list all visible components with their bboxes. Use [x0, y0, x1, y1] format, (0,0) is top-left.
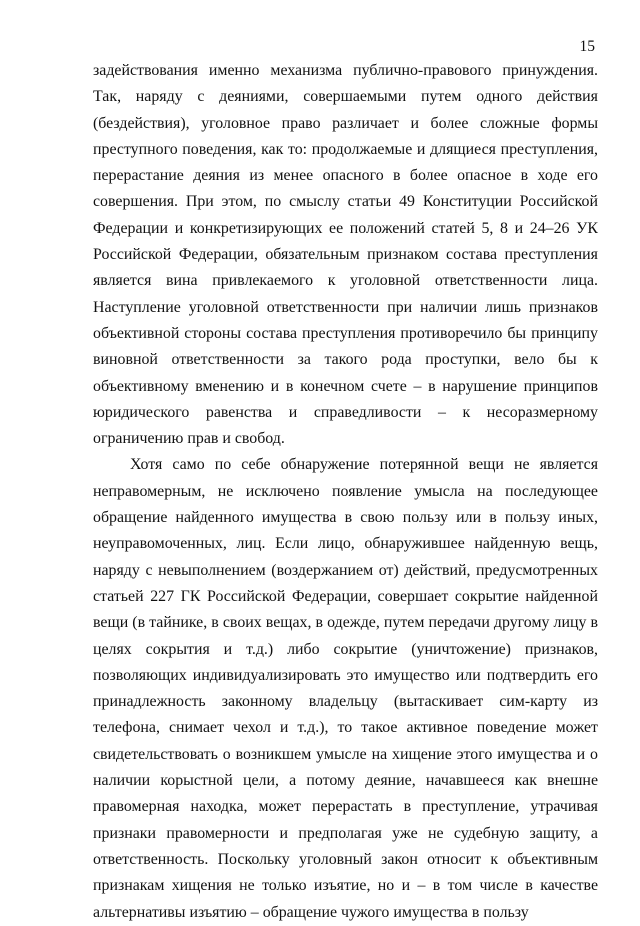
paragraph-1: задействования именно механизма публично-правового принуждения. Так, наряду с деяниями, совершаемыми путем одного действия (бездействия), уголовное право различает и более сложные формы преступного поведения, как то: продолжаемые и длящиеся преступления, перерастание деяния из менее опасного в более опасное в ходе его совершения. При этом, по смыслу статьи 49 Конституции Российской Федерации и конкретизирующих ее положений статей 5, 8 и 24–26 УК Российской Федерации, обязательным признаком состава преступления является вина привлекаемого к уголовной ответственности лица. Наступление уголовной ответственности при наличии лишь признаков объективной стороны состава преступления противоречило бы принципу виновной ответственности за такого рода проступки, вело бы к объективному вменению и в конечном счете – в нарушение принципов юридического равенства и справедливости – к несоразмерному ограничению прав и свобод.	[93, 62, 598, 448]
page-number: 15	[579, 38, 595, 55]
document-body	[93, 58, 598, 926]
paragraph-2: Хотя само по себе обнаружение потерянной вещи не является неправомерным, не исключено появление умысла на последующее обращение найденного имущества в свою пользу или в пользу иных, неуправомоченных, лиц. Если лицо, обнаружившее найденную вещь, наряду с невыполнением (воздержанием от) действий, предусмотренных статьей 227 ГК Российской Федерации, совершает сокрытие найденной вещи (в тайнике, в своих вещах, в одежде, путем передачи другому лицу в целях сокрытия и т.д.) либо сокрытие (уничтожение) признаков, позволяющих индивидуализировать это имущество или подтвердить его принадлежность законному владельцу (вытаскивает сим-карту из телефона, снимает чехол и т.д.), то такое активное поведение может свидетельствовать о возникшем умысле на хищение этого имущества и о наличии корыстной цели, а потому деяние, начавшееся как внешне правомерная находка, может перерастать в преступление, утрачивая признаки правомерности и предполагая уже не судебную защиту, а ответственность. Поскольку уголовный закон относит к объективным признакам хищения не только изъятие, но и – в том числе в качестве альтернативы изъятию – обращение чужого имущества в пользу	[93, 456, 598, 921]
